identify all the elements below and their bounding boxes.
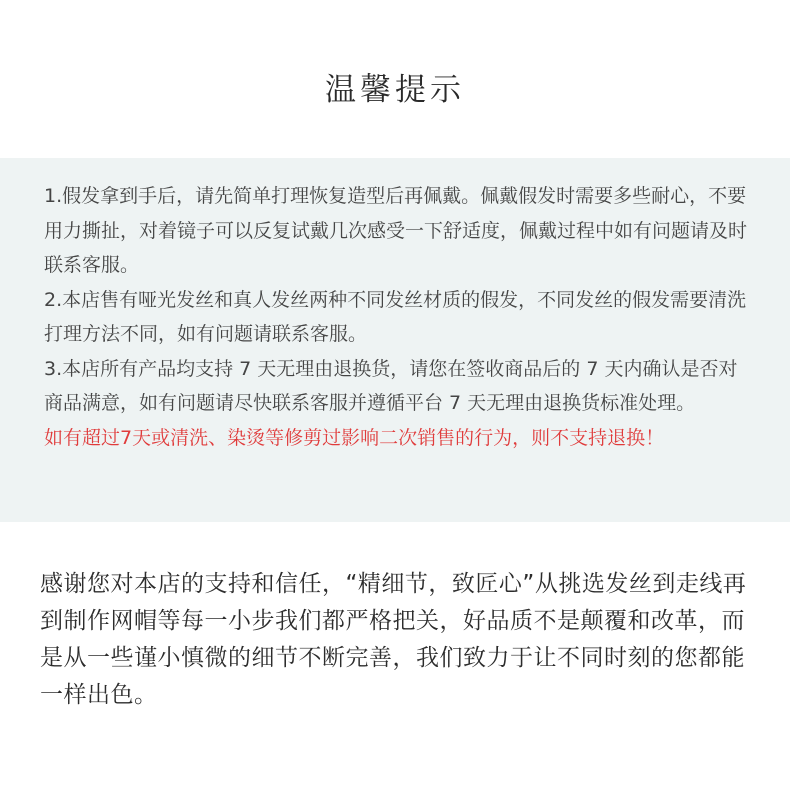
notice-item-2: 2.本店售有哑光发丝和真人发丝两种不同发丝材质的假发，不同发丝的假发需要清洗打理方法不同，如有问题请联系客服。 xyxy=(44,288,747,345)
notice-list xyxy=(44,179,750,455)
notice-item-3: 3.本店所有产品均支持 7 天无理由退换货，请您在签收商品后的 7 天内确认是否对商品满意，如有问题请尽快联系客服并遵循平台 7 天无理由退换货标准处理。 xyxy=(44,357,738,414)
notice-item-1: 1.假发拿到手后，请先简单打理恢复造型后再佩戴。佩戴假发时需要多些耐心，不要用力撕扯，对着镜子可以反复试戴几次感受一下舒适度，佩戴过程中如有问题请及时联系客服。 xyxy=(44,185,748,276)
brand-statement-text: 感谢您对本店的支持和信任，“精细节，致匠心”从挑选发丝到走线再到制作网帽等每一小步我们都严格把关，好品质不是颠覆和改革，而是从一些谨小慎微的细节不断完善，我们致力于让不同时刻的您都能一样出色。 xyxy=(40,571,747,708)
return-policy-warning: 如有超过7天或清洗、染烫等修剪过影响二次销售的行为，则不支持退换！ xyxy=(44,426,665,449)
notice-panel xyxy=(0,158,790,522)
page-title: 温馨提示 xyxy=(325,72,465,108)
brand-statement xyxy=(40,566,752,714)
